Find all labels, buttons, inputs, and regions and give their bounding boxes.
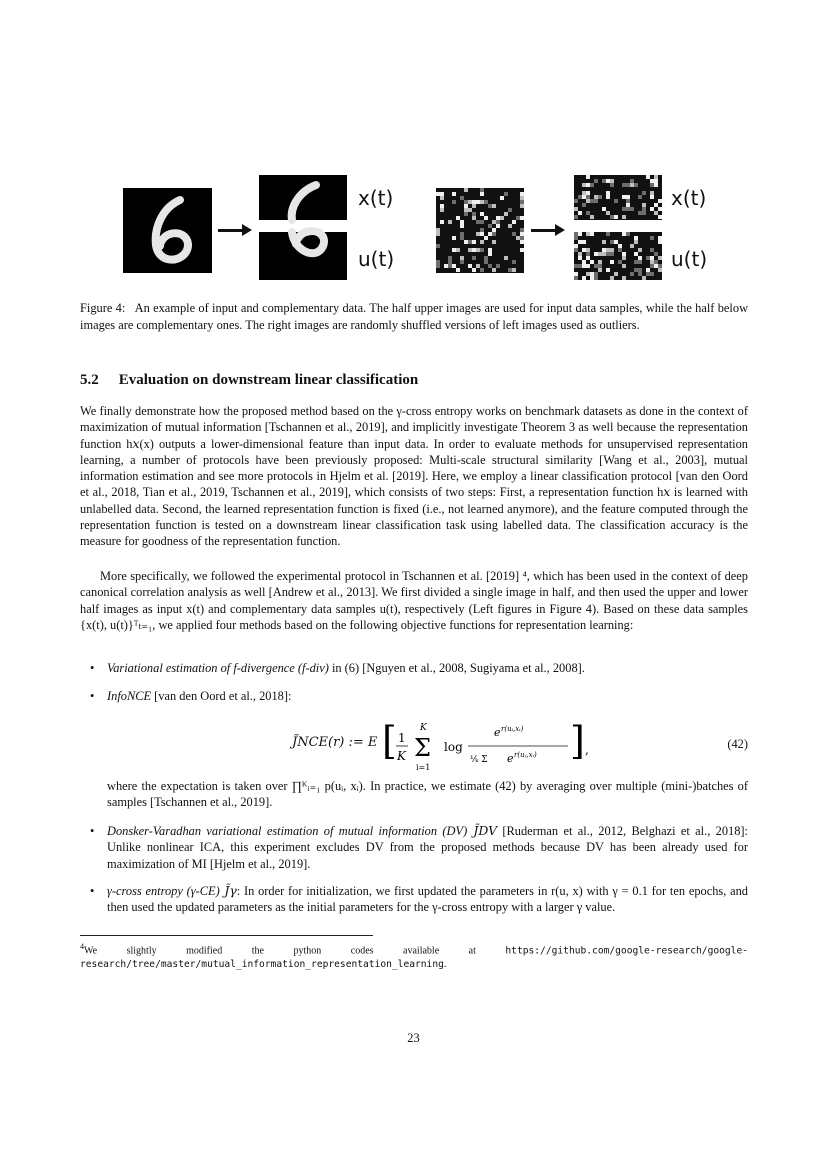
caption-prefix: Figure 4: — [80, 301, 126, 315]
paragraph-1: We finally demonstrate how the proposed method based on the γ-cross entropy works on benchmark datasets as done in the context of maximization of mutual information [Tschannen et al., 2019], and implicitly investigate Theorem 3 as well because the representation function h𝑥(x) outputs a lower-dimensional feature than input data. In order to evaluate methods for unsupervised representation learning, a number of protocols have been previously proposed: Multi-scale structural similarity [Wang et al., 2003], mutual information estimation and see more protocols in Hjelm et al. [2019]. Here, we employ a linear classification protocol [van den Oord et al., 2018, Tian et al., 2019, Tschannen et al., 2019], which consists of two steps: First, a representation function h𝑥 is learned with unlabelled data. Second, the learned representation function is fixed (i.e., not learned anymore), and the feature computed through the representation function is tested on a downstream linear classification task using labelled data. The classification accuracy is the measure for goodness of the representation function. — [80, 404, 748, 549]
equation-lhs: J̃NCE(r) := E — [292, 735, 378, 750]
arrow-icon — [218, 229, 246, 232]
bullet-title: InfoNCE — [107, 689, 152, 703]
svg-text:[: [ — [382, 719, 397, 763]
svg-text:i=1: i=1 — [416, 763, 431, 772]
footnote — [80, 940, 748, 972]
figure-caption — [80, 300, 748, 335]
footnote-text: We slightly modified the python codes available at — [84, 945, 506, 957]
figure-label-u: u(t) — [358, 247, 395, 271]
figure-label-x-right: x(t) — [671, 186, 707, 210]
section-heading — [80, 372, 418, 389]
svg-text:r(uᵢ,xᵢ): r(uᵢ,xᵢ) — [501, 725, 524, 733]
bullet-text: [van den Oord et al., 2018]: — [151, 689, 292, 703]
bullet-text: [Ruderman et al., 2012, Belghazi et al., 2018]: Unlike nonlinear ICA, this experiment excludes DV from the proposed methods because DV has been already used for maximization of MI [Hjelm et al., 2019]. — [107, 824, 749, 871]
figure-label-u-right: u(t) — [671, 247, 708, 271]
svg-text:K: K — [397, 749, 406, 763]
equation-body — [382, 718, 592, 773]
svg-text:]: ] — [570, 719, 585, 763]
svg-text:Σ: Σ — [414, 734, 431, 762]
bullet-symbol: J̃DV — [467, 823, 498, 838]
arrow-icon — [531, 229, 559, 232]
svg-text:K: K — [420, 723, 427, 733]
section-title: Evaluation on downstream linear classification — [118, 372, 419, 388]
digit-image-lower — [259, 232, 347, 280]
equation-number: (42) — [727, 737, 748, 751]
figure-digit-panels — [120, 170, 720, 285]
caption-text: An example of input and complementary data. The half upper images are used for input data samples, while the half below images are complementary ones. The right images are randomly shuffled versions of left images used as outliers. — [80, 301, 749, 333]
bullet-text: in (6) [Nguyen et al., 2008, Sugiyama et al., 2008]. — [328, 661, 585, 675]
bullet-text: : In order for initialization, we first updated the parameters in r(u, x) with γ = 0.1 for ten epochs, and then used the updated parameters as the initial parameters for the γ-cross entropy with a larger γ value. — [107, 884, 749, 915]
svg-text:r(uⱼ,xᵢ): r(uⱼ,xᵢ) — [514, 751, 537, 759]
svg-text:e: e — [507, 752, 514, 765]
section-number: 5.2 — [80, 372, 99, 388]
list-item-continuation — [90, 778, 748, 811]
footnote-end: . — [443, 959, 447, 971]
svg-text:1: 1 — [398, 731, 406, 745]
paragraph-2: More specifically, we followed the experimental protocol in Tschannen et al. [2019] ⁴, which has been used in the context of deep canonical correlation analysis as well [Andrew et al., 2013]. We first divided a single image in half, and then used the upper and lower half images as input x(t) and complementary data samples u(t), respectively (Left figures in Figure 4). Based on these data samples {x(t), u(t)}ᵀₜ₌₁, we applied four methods based on the following objective functions for representation learning: — [80, 569, 748, 632]
figure-label-x: x(t) — [358, 186, 394, 210]
svg-text:log: log — [444, 740, 463, 754]
footnote-divider — [80, 935, 373, 936]
footnote-link[interactable]: https://github.com/google-research/google-research/tree/master/mutual_information_representation_learning — [80, 945, 748, 971]
bullet-symbol: J̃γ — [219, 883, 237, 898]
page-number: 23 — [407, 1031, 420, 1045]
list-item: • Variational estimation of f-divergence (f-div) in (6) [Nguyen et al., 2008, Sugiyama et al., 2008]. — [90, 661, 585, 675]
bullet-title: Variational estimation of f-divergence (f-div) — [107, 661, 329, 675]
equation-42 — [292, 718, 592, 773]
bullet-title: γ-cross entropy (γ-CE) — [107, 884, 220, 898]
bullet-text: where the expectation is taken over ∏ᴷᵢ₌₁ p(uᵢ, xᵢ). In practice, we estimate (42) by averaging over multiple (mini-)batches of samples [Tschannen et al., 2019]. — [107, 779, 748, 810]
bullet-title: Donsker-Varadhan variational estimation of mutual information (DV) — [107, 824, 468, 838]
svg-text:,: , — [585, 743, 589, 757]
footnote-mark: 4 — [80, 942, 84, 951]
svg-text:e: e — [494, 726, 501, 739]
svg-text:¹⁄ₖ Σ: ¹⁄ₖ Σ — [470, 755, 488, 765]
list-item: • γ-cross entropy (γ-CE) J̃γ: In order for initialization, we first updated the parameters in r(u, x) with γ = 0.1 for ten epochs, and then used the updated parameters as the initial parameters for the γ-cross entropy with a larger γ value. — [90, 883, 749, 915]
list-item: • InfoNCE [van den Oord et al., 2018]: — [90, 689, 292, 703]
list-item: • Donsker-Varadhan variational estimation of mutual information (DV) J̃DV [Ruderman et al., 2012, Belghazi et al., 2018]: Unlike nonlinear ICA, this experiment excludes DV from the proposed methods because DV has been already used for maximization of MI [Hjelm et al., 2019]. — [90, 823, 749, 871]
